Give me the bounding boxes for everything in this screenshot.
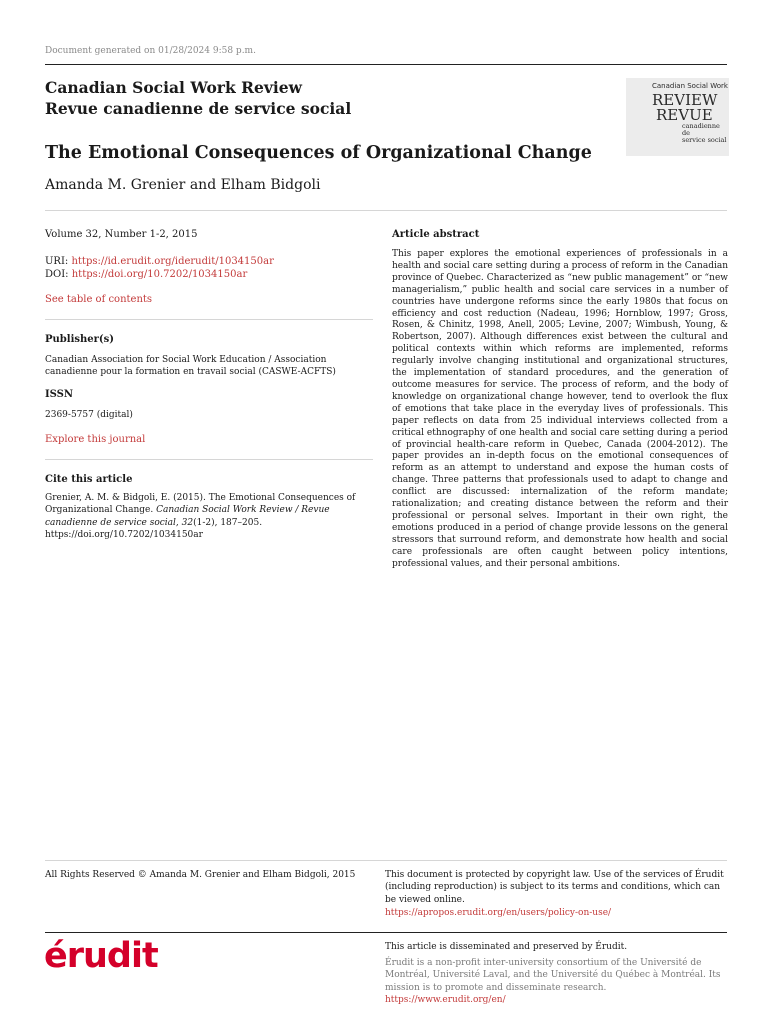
rights-statement: All Rights Reserved © Amanda M. Grenier and Elham Bidgoli, 2015 [45, 870, 356, 880]
citation-part: , [175, 517, 182, 528]
abstract-heading: Article abstract [392, 229, 480, 240]
publisher-name: Canadian Association for Social Work Education / Association canadienne pour la formation en travail social (CASWE-ACFTS) [45, 355, 336, 378]
citation-text [45, 492, 373, 541]
footer-rule [45, 932, 727, 933]
doi-line [45, 268, 373, 281]
cover-line-5: service social [682, 136, 727, 144]
uri-line [45, 255, 373, 268]
journal-name-en: Canadian Social Work Review [45, 78, 302, 97]
table-of-contents-link[interactable]: See table of contents [45, 294, 153, 305]
header-rule [45, 64, 727, 65]
explore-journal-link[interactable]: Explore this journal [45, 434, 146, 445]
journal-cover-image [626, 78, 729, 156]
issn-heading: ISSN [45, 389, 74, 400]
footer-divider [45, 860, 727, 861]
divider [45, 459, 373, 460]
uri-label: URI: [45, 256, 69, 267]
journal-title [45, 77, 351, 119]
cover-line-2: REVIEW [652, 91, 718, 109]
doi-label: DOI: [45, 269, 69, 280]
article-title: The Emotional Consequences of Organizational Change [45, 143, 592, 163]
divider [45, 319, 373, 320]
cite-heading: Cite this article [45, 474, 133, 485]
identifiers [45, 255, 373, 281]
generated-date: Document generated on 01/28/2024 9:58 p.m. [45, 46, 256, 56]
publisher-heading: Publisher(s) [45, 334, 115, 345]
erudit-site-link[interactable]: https://www.erudit.org/en/ [385, 995, 506, 1005]
journal-name-fr: Revue canadienne de service social [45, 99, 352, 118]
copyright-notice: This document is protected by copyright law. Use of the services of Érudit (including reproduction) is subject to its terms and conditions, which can be viewed online. [385, 870, 724, 905]
citation-part: Grenier, A. M. & Bidgoli, E. (2015). The Emotional Consequences of Organizational Change. [45, 493, 356, 516]
cover-line-1: Canadian Social Work [652, 82, 728, 90]
erudit-logo[interactable]: érudit [44, 936, 158, 976]
abstract-text: This paper explores the emotional experiences of professionals in a health and social care setting during a process of reform in the Canadian province of Quebec. Characterized as “new public management” or “new managerialism,” public health and social care services in a number of countries have undergone reforms since the early 1980s that focus on efficiency and cost reduction (Nadeau, 1996; Hornblow, 1997; Gross, Rosen, & Chinitz, 1998, Anell, 2005; Levine, 2007; Wimbush, Young, & Robertson, 2007). Although differences exist between the cultural and political contexts within which reforms are implemented, reforms regularly involve changing institutional and organizational structures, the implementation of standard procedures, and the generation of outcome measures for service. The process of reform, and the body of knowledge on organizational change however, tend to overlook the flux of emotions that take place in the everyday lives of professionals. This paper reflects on data from 25 individual interviews collected from a critical ethnography of one health and social care setting during a period of provincial health-care reform in Quebec, Canada (2004-2012). The paper provides an in-depth focus on the emotional consequences of reform as an attempt to understand and expose the human costs of change. Three patterns that professionals used to adapt to change and conflict are discussed: internalization of the reform mandate; rationalization; and creating distance between the reform and their professional or personal selves. Important in their own right, the emotions produced in a period of change provide lessons on the general stressors that surround reform, and demonstrate how health and social care professionals are often caught between policy intentions, professional values, and their personal ambitions. [392, 249, 728, 569]
cover-line-4: canadienne de [682, 122, 720, 137]
article-authors: Amanda M. Grenier and Elham Bidgoli [45, 177, 321, 193]
policy-link[interactable]: https://apropos.erudit.org/en/users/policy-on-use/ [385, 908, 612, 918]
cover-line-3: REVUE [656, 106, 713, 124]
doi-link[interactable]: https://doi.org/10.7202/1034150ar [71, 269, 248, 280]
citation-volume: 32 [181, 517, 194, 528]
divider [45, 210, 727, 211]
issn-value: 2369-5757 (digital) [45, 410, 133, 420]
dissemination-statement: This article is disseminated and preserved by Érudit. [385, 942, 628, 952]
citation-part: (1-2), 187–205. https://doi.org/10.7202/1034150ar [45, 517, 263, 540]
citation-journal: Canadian Social Work Review / Revue canadienne de service social [45, 505, 330, 528]
erudit-about: Érudit is a non-profit inter-university consortium of the Université de Montréal, Université Laval, and the Université du Québec à Montréal. Its mission is to promote and disseminate research. [385, 958, 721, 993]
uri-link[interactable]: https://id.erudit.org/iderudit/1034150ar [71, 256, 274, 267]
volume-info: Volume 32, Number 1-2, 2015 [45, 229, 198, 240]
